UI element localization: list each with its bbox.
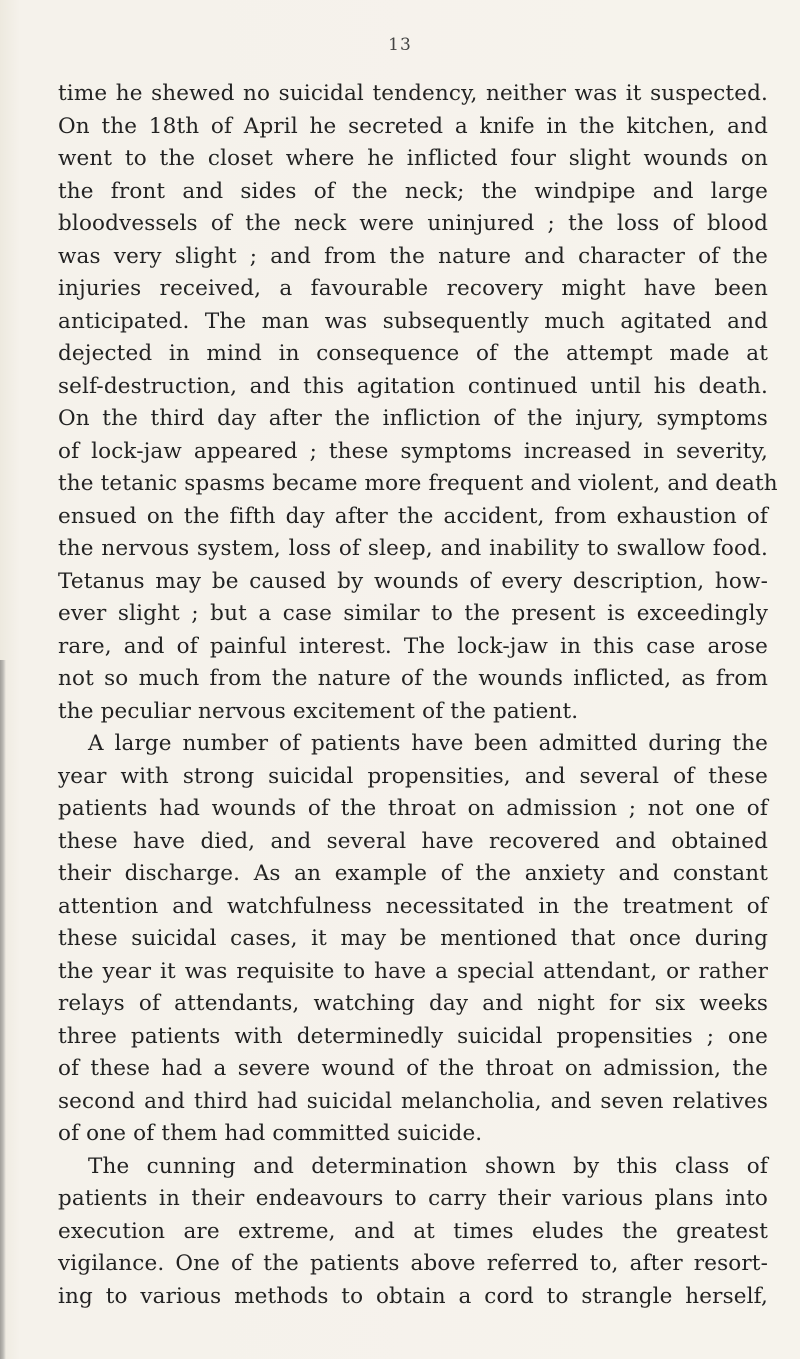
text-line: went to the closet where he inflicted four slight wounds on <box>58 146 768 171</box>
text-line: execution are extreme, and at times eludes the greatest <box>58 1218 768 1244</box>
text-line: The cunning and determination shown by this class of <box>88 1153 768 1179</box>
text-line: patients in their endeavours to carry their various plans into <box>58 1186 768 1211</box>
text-line: the year it was requisite to have a special attendant, or rather <box>58 958 768 984</box>
text-line: the nervous system, loss of sleep, and inability to swallow food. <box>58 536 768 561</box>
text-line: ensued on the fifth day after the accident, from exhaustion of <box>58 503 768 529</box>
binding-edge-shadow <box>0 660 6 1359</box>
text-line: their discharge. As an example of the anxiety and constant <box>58 861 768 886</box>
text-line: anticipated. The man was subsequently much agitated and <box>58 308 768 334</box>
text-line: rare, and of painful interest. The lock-jaw in this case arose <box>58 633 768 659</box>
text-line: On the 18th of April he secreted a knife in the kitchen, and <box>58 113 768 139</box>
text-line: was very slight ; and from the nature and character of the <box>58 243 768 269</box>
text-line: three patients with determinedly suicidal propensities ; one <box>58 1023 768 1049</box>
text-line: second and third had suicidal melancholia, and seven relatives <box>58 1088 768 1114</box>
text-line: the front and sides of the neck; the windpipe and large <box>58 178 768 204</box>
text-line: of lock-jaw appeared ; these symptoms increased in severity, <box>58 438 768 464</box>
text-line: patients had wounds of the throat on admission ; not one of <box>58 796 768 821</box>
text-line: these have died, and several have recovered and obtained <box>58 828 768 854</box>
text-line: attention and watchfulness necessitated in the treatment of <box>58 893 768 919</box>
text-line: self-destruction, and this agitation continued until his death. <box>58 373 768 399</box>
text-line: year with strong suicidal propensities, and several of these <box>58 763 768 789</box>
text-line: injuries received, a favourable recovery might have been <box>58 276 768 301</box>
text-line: the tetanic spasms became more frequent and violent, and death <box>58 471 778 496</box>
text-line: time he shewed no suicidal tendency, neither was it suspected. <box>58 81 768 106</box>
text-line: of one of them had committed suicide. <box>58 1121 483 1146</box>
text-line: not so much from the nature of the wounds inflicted, as from <box>58 666 768 691</box>
text-line: vigilance. One of the patients above referred to, after resort- <box>58 1251 768 1276</box>
text-line: bloodvessels of the neck were uninjured ; the loss of blood <box>58 211 768 236</box>
text-line: relays of attendants, watching day and night for six weeks <box>58 991 768 1016</box>
text-line: On the third day after the infliction of the injury, symptoms <box>58 406 768 431</box>
text-line: Tetanus may be caused by wounds of every description, how- <box>58 568 768 594</box>
text-line: ever slight ; but a case similar to the present is exceedingly <box>58 601 768 626</box>
text-line: these suicidal cases, it may be mentioned that once during <box>58 926 768 951</box>
page-number: 13 <box>388 35 412 55</box>
body-text <box>58 78 778 1313</box>
text-line: dejected in mind in consequence of the attempt made at <box>58 341 768 366</box>
text-line: of these had a severe wound of the throat on admission, the <box>58 1056 768 1081</box>
text-line: A large number of patients have been admitted during the <box>88 731 768 756</box>
text-line: ing to various methods to obtain a cord to strangle herself, <box>58 1283 768 1309</box>
text-line: the peculiar nervous excitement of the patient. <box>58 698 579 724</box>
